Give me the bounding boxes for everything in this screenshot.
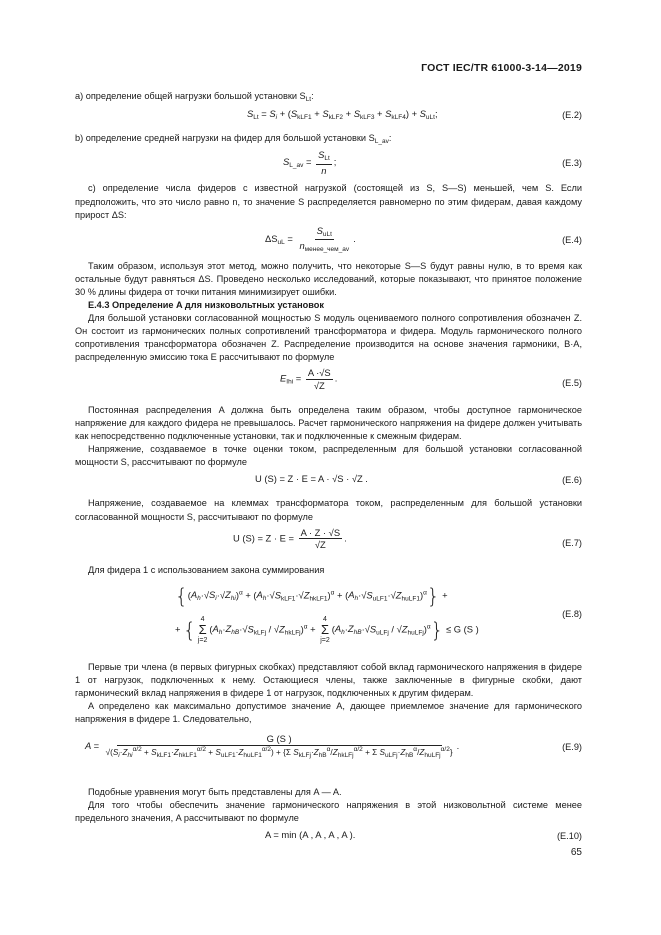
page-content [75,90,582,853]
item-c: c) определение числа фидеров с известной нагрузкой (состоящей из S, S—S) меньшей, чем S. Если предположить, что это число равно n, то значение S распределяется равномерно по этим фидерам, давая каждому прирост ΔS: [75,183,582,220]
para-constant: Постоянная распределения A должна быть определена таким образом, чтобы доступное гармоническое напряжение для каждого фидера не превышалось. Расчет гармонического напряжения на фидере должен учитывать как непосредственно подключенные установки, так и подключенные к смежным фидерам. [75,405,582,442]
para-ensure: Для того чтобы обеспечить значение гармонического напряжения в этой низковольтной системе менее предельного значения, A рассчитывают по формуле [75,800,582,824]
section-heading-e43: E.4.3 Определение A для низковольтных установок [88,299,324,310]
equation-e6: U (S) = Z · E = A · √S · √Z . (E.6) [255,473,582,486]
para-thus: Таким образом, используя этот метод, можно получить, что некоторые S—S будут равны нулю, в то время как остальные будут равняться ΔS. Проведено несколько исследований, которые показывают, что принятое положение 30 % длины фидера от точки питания минимизирует ошибки. [75,260,582,297]
item-a: а) определение общей нагрузки большой установки $S_{Lt}$: [75,91,314,103]
equation-e8: $\{(A_h\cdot√S_i\cdot√Z_{hi})^\alpha + (A_h\cdot√S_{kLF1}\cdot√Z_{hkLF1})^\alpha + (A_h\cdot√S_{uLF1}\cdot√Z_{huLF1})^\alpha\}$ + + { 4 Σ j=2 $(A_h\cdot Z_{hB}\cdot√S_{kLFj} / √Z_{hkLFj})^\alpha$ + 4 Σ j=2 $(A_h\cdot Z_{hB}\cdot√S_{uLFj} / √Z_{huLFj})^\alpha\} \le G$ (S ) (E.8) [175,583,582,644]
para-ahf1: A определено как максимально допустимое значение A, дающее приемлемое значение для гармонического напряжения в фидере 1. Следовательно, [75,700,582,724]
para-large-installation: Для большой установки согласованной мощностью S модуль оцениваемого полного сопротивления обозначен Z. Он состоит из гармонических полных сопротивлений трансформатора и фидера. Модуль гармонического полного сопротивления трансформатора обозначен Z. Распределение производится на основе значения гармоники, В·А, распределенную эмиссию тока E рассчитывают по формуле [75,312,582,363]
document-header: ГОСТ IEC/TR 61000-3-14—2019 [421,62,582,74]
equation-e7: U (S) = Z · E = $\frac{A \cdot Z \cdot √S}{√Z}$ . (E.7) [233,526,582,551]
para-first-three-terms: Первые три члена (в первых фигурных скобках) представляют собой вклад гармонического напряжения в фидере 1 от нагрузок, подключенных к нему. Остающиеся члены, также заключенные в фигурные скобки, дают гармонический вклад напряжения в фидере 1 от нагрузок, подключенных к другим фидерам. [75,661,582,698]
equation-e5: $E_{Ihi}$ = $\frac{A \cdot√S}{√Z}$ . (E.5) [280,367,582,391]
equation-e10: A = min (A , A , A , A ). (E.10) [265,829,582,842]
equation-e4: $\Delta S_{uL}$ = $\frac{S_{uLt}}{n_{менее\_чем\_av}}$ . (E.4) [265,224,582,253]
page-number: 65 [570,847,582,858]
equation-e3: $S_{L\_av}$ = $\frac{S_{Lt}}{n}$ ; (E.3) [283,149,582,176]
para-voltage: Напряжение, создаваемое в точке оценки током, распределенным для большой установки согласованной мощности S, рассчитывают по формуле [75,444,582,468]
equation-e9: A = G (S ) $√(S_i\cdot Z_{hi}^{\alpha/2} + S_{kLF1}\cdot Z_{hkLF1}^{\alpha/2} + S_{uLF1}\cdot Z_{huLF1}^{\alpha/2}) + \{\Sigma$ $S_{kLFj}\cdot Z_{hB}^\alpha/Z_{hkLFj}^{\alpha/2} + \Sigma$ $S_{uLFj}\cdot Z_{hB}^\alpha/Z_{huLFj}^{\alpha/2}$} . (E.9) [85,732,582,759]
item-b: b) определение средней нагрузки на фидер для большой установки $S_{L\_av}$: [75,133,392,146]
para-feeder1: Для фидера 1 с использованием закона суммирования [88,564,325,575]
equation-e2: $S_{Lt} = S_i + (S_{kLF1} + S_{kLF2} + S_{kLF3} + S_{kLF4}) + S_{uLt}$; (E.2) [247,108,582,122]
para-similar: Подобные уравнения могут быть представлены для A — A. [88,786,342,797]
para-terminals: Напряжение, создаваемое на клеммах трансформатора током, распределенным для большой установки согласованной мощности S, рассчитывают по формуле [75,498,582,522]
